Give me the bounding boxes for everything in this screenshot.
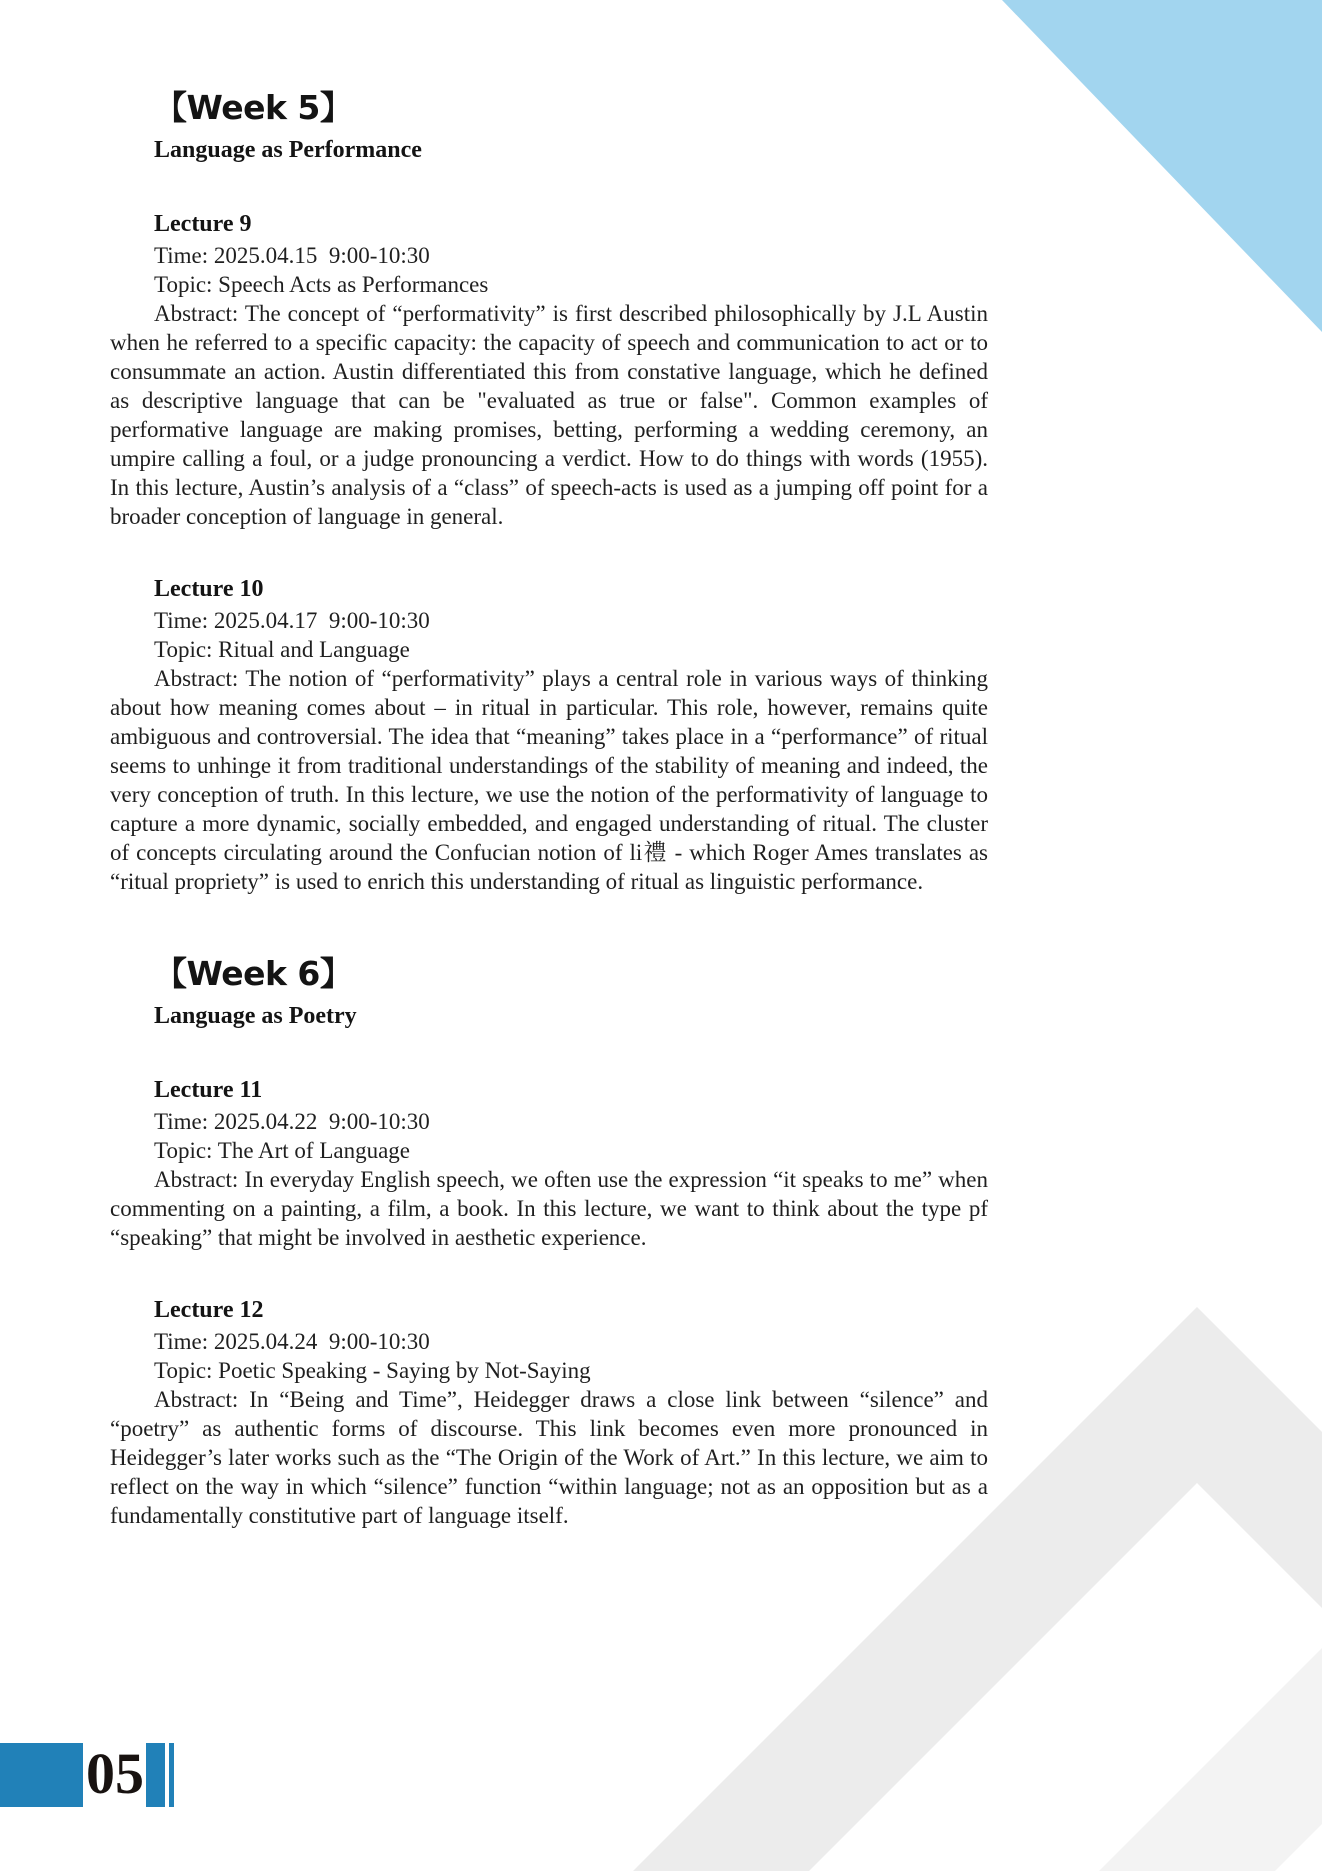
week-title: 【Week 6】 <box>154 954 353 993</box>
lecture-time: Time: 2025.04.15 9:00-10:30 <box>154 243 430 268</box>
page-content <box>110 88 988 1530</box>
lecture-11-block <box>110 1074 988 1252</box>
lecture-topic: Topic: Speech Acts as Performances <box>154 272 489 297</box>
lecture-time: Time: 2025.04.24 9:00-10:30 <box>154 1329 430 1354</box>
lecture-12-block <box>110 1294 988 1530</box>
page-number-small-block-decoration <box>146 1743 165 1807</box>
lecture-abstract: Abstract: In everyday English speech, we often use the expression “it speaks to me” when commenting on a painting, a film, a book. In this lecture, we want to think about the type pf “speaking” that might be involved in aesthetic experience. <box>110 1167 988 1250</box>
week-6-section <box>110 954 988 1530</box>
lecture-abstract: Abstract: The concept of “performativity” is first described philosophically by J.L Austin when he referred to a specific capacity: the capacity of speech and communication to act or to consummate an action. Austin differentiated this from constative language, which he defined as descriptive language that can be "evaluated as true or false". Common examples of performative language are making promises, betting, performing a wedding ceremony, an umpire calling a foul, or a judge pronouncing a verdict. How to do things with words (1955). In this lecture, Austin’s analysis of a “class” of speech-acts is used as a jumping off point for a broader conception of language in general. <box>110 301 988 529</box>
lecture-time: Time: 2025.04.17 9:00-10:30 <box>154 608 430 633</box>
lecture-title: Lecture 10 <box>154 576 264 602</box>
week-title: 【Week 5】 <box>154 88 353 127</box>
lecture-title: Lecture 9 <box>154 211 252 237</box>
lecture-10-block <box>110 573 988 896</box>
lecture-title: Lecture 12 <box>154 1297 264 1323</box>
lecture-time: Time: 2025.04.22 9:00-10:30 <box>154 1109 430 1134</box>
lecture-topic: Topic: Poetic Speaking - Saying by Not-Saying <box>154 1358 591 1383</box>
lecture-9-block <box>110 208 988 531</box>
page-number: 05 <box>86 1741 144 1806</box>
page-number-block-decoration <box>0 1743 83 1807</box>
week-subtitle: Language as Performance <box>154 137 422 163</box>
week-subtitle: Language as Poetry <box>154 1003 357 1029</box>
page-footer <box>0 1743 174 1807</box>
week-5-section <box>110 88 988 896</box>
lecture-topic: Topic: The Art of Language <box>154 1138 410 1163</box>
lecture-title: Lecture 11 <box>154 1077 263 1103</box>
lecture-topic: Topic: Ritual and Language <box>154 637 410 662</box>
page-number-thin-bar-decoration <box>169 1743 174 1807</box>
lecture-abstract: Abstract: In “Being and Time”, Heidegger draws a close link between “silence” and “poetry” as authentic forms of discourse. This link becomes even more pronounced in Heidegger’s later works such as the “The Origin of the Work of Art.” In this lecture, we aim to reflect on the way in which “silence” function “within language; not as an opposition but as a fundamentally constitutive part of language itself. <box>110 1387 988 1528</box>
lecture-abstract: Abstract: The notion of “performativity” plays a central role in various ways of thinking about how meaning comes about – in ritual in particular. This role, however, remains quite ambiguous and controversial. The idea that “meaning” takes place in a “performance” of ritual seems to unhinge it from traditional understandings of the stability of meaning and indeed, the very conception of truth. In this lecture, we use the notion of the performativity of language to capture a more dynamic, socially embedded, and engaged understanding of ritual. The cluster of concepts circulating around the Confucian notion of li禮 - which Roger Ames translates as “ritual propriety” is used to enrich this understanding of ritual as linguistic performance. <box>110 666 988 894</box>
